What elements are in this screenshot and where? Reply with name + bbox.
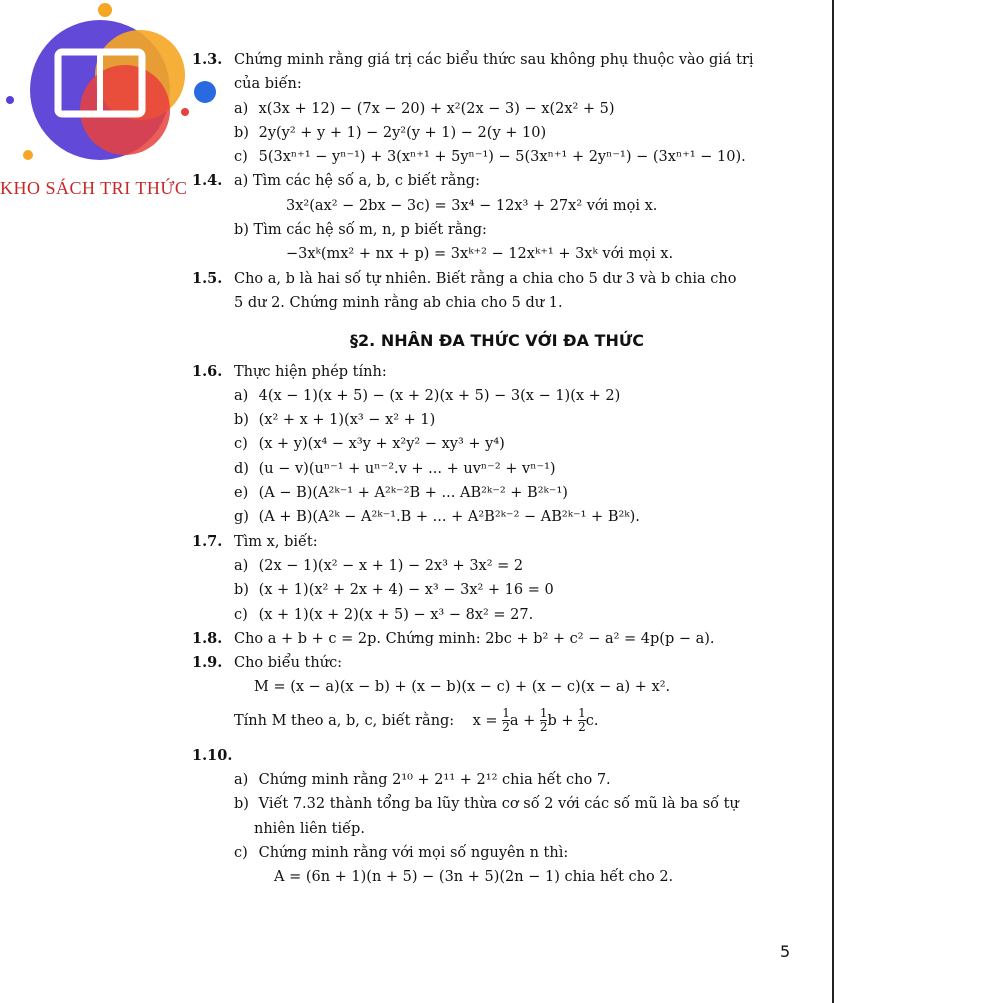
text-line: của biến: [234,76,302,93]
fraction-denominator: 2 [578,720,586,735]
sub-item [192,384,802,408]
sub-item [192,554,802,578]
problem-number: 1.6. [192,362,223,380]
sub-label: b) [234,124,249,141]
sub-label: b) [234,796,249,813]
fraction [578,707,586,734]
problem-1-9 [192,651,802,675]
text-line: 5 dư 2. Chứng minh rằng ab chia cho 5 dư 1. [234,294,563,311]
sub-label: a) [234,100,249,117]
problem-number: 1.8. [192,629,223,647]
formula-term: c. [585,712,599,729]
problem-1-10 [192,744,802,768]
problem-1-7 [192,530,802,554]
problem-1-5 [192,267,802,291]
sub-text: 5(3xⁿ⁺¹ − yⁿ⁻¹) + 3(xⁿ⁺¹ + 5yⁿ⁻¹) − 5(3xⁿ⁺¹ + 2yⁿ⁻¹) − (3xⁿ⁺¹ − 10). [258,149,746,166]
sub-item [192,432,802,456]
formula: −3xᵏ(mx² + nx + p) = 3xᵏ⁺² − 12xᵏ⁺¹ + 3xᵏ với mọi x. [286,246,674,263]
sub-item [192,841,802,865]
sub-item [192,97,802,121]
sub-item [192,505,802,529]
sub-text: Chứng minh rằng với mọi số nguyên n thì: [258,844,569,861]
sub-label: a) [234,772,249,789]
sub-label: c) [234,436,248,453]
page-border [832,0,834,1003]
sub-text: Chứng minh rằng 2¹⁰ + 2¹¹ + 2¹² chia hết cho 7. [258,772,611,789]
formula: M = (x − a)(x − b) + (x − b)(x − c) + (x − c)(x − a) + x². [254,679,671,696]
problem-text: Thực hiện phép tính: [234,363,387,380]
text-line: b) Tìm các hệ số m, n, p biết rằng: [234,222,487,239]
problem-number: 1.10. [192,746,233,764]
section-heading: §2. NHÂN ĐA THỨC VỚI ĐA THỨC [350,331,644,351]
sub-text: (2x − 1)(x² − x + 1) − 2x³ + 3x² = 2 [258,557,524,574]
formula: A = (6n + 1)(n + 5) − (3n + 5)(2n − 1) chia hết cho 2. [274,869,674,886]
sub-label: b) [234,582,249,599]
formula-term: b + [547,712,574,729]
text-line: Tính M theo a, b, c, biết rằng: [234,712,455,729]
problem-text: a) Tìm các hệ số a, b, c biết rằng: [234,173,480,190]
problem-1-4 [192,169,802,193]
fraction [502,707,510,734]
problem-number: 1.9. [192,654,223,672]
exercise-content [192,48,802,890]
problem-number: 1.3. [192,51,223,68]
sub-item [192,121,802,145]
problem-text: Cho biểu thức: [234,655,343,672]
sub-item [192,768,802,792]
sub-item [192,408,802,432]
sub-text: 4(x − 1)(x + 5) − (x + 2)(x + 5) − 3(x − 1)(x + 2) [258,387,621,404]
sub-text: (A + B)(A²ᵏ − A²ᵏ⁻¹.B + ... + A²B²ᵏ⁻² − AB²ᵏ⁻¹ + B²ᵏ). [258,509,640,526]
sub-text: (x + y)(x⁴ − x³y + x²y² − xy³ + y⁴) [258,436,505,453]
sub-label: g) [234,509,249,526]
fraction-numerator: 1 [502,706,510,721]
sub-item [192,145,802,169]
sub-text: (x² + x + 1)(x³ − x² + 1) [258,412,436,429]
fraction-line [192,706,802,736]
sub-item [192,578,802,602]
problem-1-6 [192,360,802,384]
sub-text: Viết 7.32 thành tổng ba lũy thừa cơ số 2 với các số mũ là ba số tự [258,796,739,813]
fraction-numerator: 1 [539,706,548,721]
sub-label: a) [234,557,249,574]
sub-label: c) [234,844,248,861]
problem-text: Cho a + b + c = 2p. Chứng minh: 2bc + b² + c² − a² = 4p(p − a). [234,630,715,647]
fraction-denominator: 2 [502,720,510,735]
formula: 3x²(ax² − 2bx − 3c) = 3x⁴ − 12x³ + 27x² với mọi x. [286,197,658,214]
sub-label: b) [234,412,249,429]
sub-item [192,603,802,627]
sub-label: a) [234,387,249,404]
problem-number: 1.5. [192,269,223,287]
problem-1-8 [192,627,802,651]
problem-number: 1.4. [192,172,223,190]
problem-text: Cho a, b là hai số tự nhiên. Biết rằng a chia cho 5 dư 3 và b chia cho [234,270,737,287]
sub-item [192,457,802,481]
sub-text: (x + 1)(x + 2)(x + 5) − x³ − 8x² = 27. [258,606,534,623]
sub-label: c) [234,149,248,166]
logo-text: KHO SÁCH TRI THỨC [0,178,188,198]
sub-text: (u − v)(uⁿ⁻¹ + uⁿ⁻².v + ... + uvⁿ⁻² + vⁿ⁻¹) [258,460,556,477]
fraction-denominator: 2 [539,720,548,735]
problem-1-3 [192,48,802,72]
problem-number: 1.7. [192,532,223,550]
formula-lhs: x = [472,712,498,729]
sub-item [192,792,802,816]
sub-text: 2y(y² + y + 1) − 2y²(y + 1) − 2(y + 10) [258,124,547,141]
text-line: nhiên liên tiếp. [254,820,365,837]
fraction-numerator: 1 [578,706,586,721]
problem-text: Tìm x, biết: [234,533,318,550]
page-number: 5 [780,942,791,961]
sub-text: (A − B)(A²ᵏ⁻¹ + A²ᵏ⁻²B + ... AB²ᵏ⁻² + B²ᵏ⁻¹) [258,485,568,502]
sub-text: (x + 1)(x² + 2x + 4) − x³ − 3x² + 16 = 0 [258,582,554,599]
sub-text: x(3x + 12) − (7x − 20) + x²(2x − 3) − x(2x² + 5) [258,100,615,117]
sub-label: d) [234,460,249,477]
problem-text: Chứng minh rằng giá trị các biểu thức sau không phụ thuộc vào giá trị [234,52,754,68]
sub-label: e) [234,485,249,502]
formula-term: a + [509,712,536,729]
sub-label: c) [234,606,248,623]
sub-item [192,481,802,505]
